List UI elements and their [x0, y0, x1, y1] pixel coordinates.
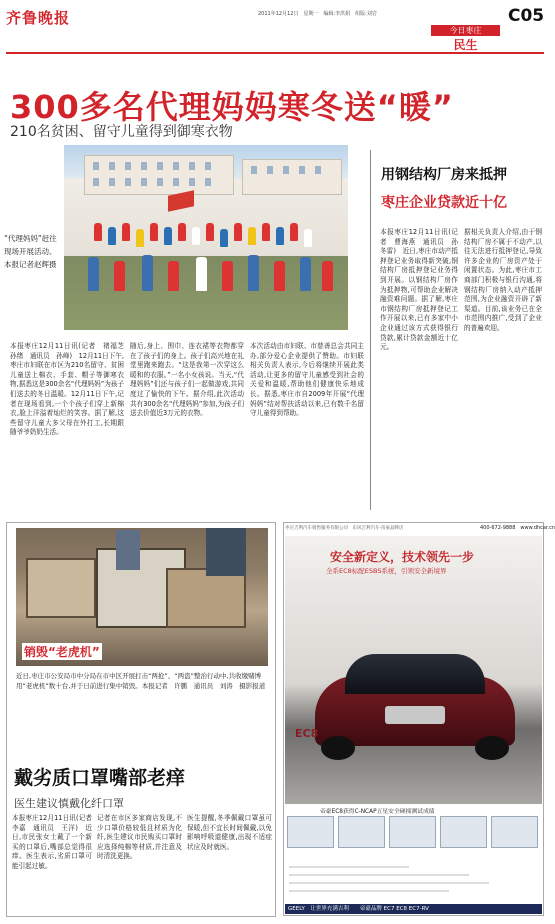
- ad-model-name: EC8: [295, 727, 319, 740]
- column-divider: [370, 150, 371, 510]
- ad-slogan: 安全新定义，技术领先一步: [330, 550, 475, 564]
- story3-column-3: 医生提醒,冬季佩戴口罩虽可保暖,但不宜长时间佩戴,以免影响呼吸道健康,出现不适症状应及时就医。: [187, 814, 272, 851]
- section-label: 今日枣庄: [431, 25, 500, 36]
- ad-phone: 400-672-9888 www.dhcar.cn: [480, 525, 555, 531]
- ad-tagline: 帝豪EC8获得C-NCAP五星安全碰撞测试成绩: [320, 809, 435, 815]
- page-code: C05: [508, 6, 545, 26]
- section-name: 民生: [453, 38, 478, 52]
- ad-top-line: 枣庄吉利汽车销售服务有限公司 东风吉利汽车·帝豪品牌店: [285, 526, 404, 531]
- ad-feature-1: [287, 816, 334, 848]
- story1-column-2: 随后,身上、围巾、连衣裙等衣物都穿在了孩子们的身上。孩子们高兴地在礼堂里跑来跑去。“这是我第一次穿这么暖和的衣服。”一名小女孩说。当天,“代理妈妈”们还与孩子们一起做游戏,共同度过了愉快的下午。据介绍,此次活动共有300余名“代理妈妈”参加,为孩子们送去价值近3万元的衣物。: [130, 342, 244, 418]
- ad-slogan-sub: 全系EC8标配ESBS系统，引领安全新境界: [326, 567, 447, 575]
- car-grille: [385, 706, 445, 724]
- main-subheadline: 210名贫困、留守儿童得到御寒衣物: [10, 124, 233, 140]
- story3-subheadline: 医生建议慎戴化纤口罩: [14, 797, 124, 810]
- car-wheel-right: [475, 736, 509, 760]
- ad-footer: GEELY 让世界充满吉利 帝豪品牌 EC7 EC8 EC7-RV: [285, 904, 542, 914]
- ad-feature-4: [440, 816, 487, 848]
- story1-column-3: 本次活动由市妇联、市慈善总会共同主办,部分爱心企业提供了赞助。市妇联相关负责人表示,今后将继续开展此类活动,让更多的留守儿童感受到社会的关爱和温暖,帮助他们健康快乐地成长。据悉,枣庄市自2009年开展“代理妈妈”结对帮扶活动以来,已有数千名留守儿童得到帮助。: [250, 342, 364, 418]
- photo2-caption: 销毁“老虎机”: [24, 645, 100, 659]
- story3-column-1: 本报枣庄12月11日讯(记者 李嘉 通讯员 王洋) 近日,市民张女士戴了一个新买的口罩后,嘴部总觉得很痒。医生表示,劣质口罩可能引起过敏。: [12, 814, 99, 870]
- story2-column-1: 本报枣庄12月11日讯(记者 曹海燕 通讯员 孙冬雷) 近日,枣庄市动产抵押登记业务取得新突破,钢结构厂房抵押登记业务得到开展。以钢结构厂房作为抵押物,可帮助企业解决融资难问题。据了解,枣庄市钢结构厂房抵押登记工作开展以来,已有多家中小企业通过该方式获得银行贷款,累计贷款金额近十亿元。: [380, 228, 458, 352]
- school-building-right: [242, 159, 342, 195]
- story3-headline: 戴劣质口罩嘴部老痒: [14, 767, 186, 789]
- masthead-logo: 齐鲁晚报: [6, 9, 71, 27]
- ad-feature-2: [338, 816, 385, 848]
- ad-feature-5: [491, 816, 538, 848]
- event-photo: [64, 145, 348, 330]
- ad-feature-3: [389, 816, 436, 848]
- story3-column-2: 记者在市区多家商店发现,不少口罩价格较低且材质为化纤,医生建议市民购买口罩时应选择纯棉等材质,并注意及时清洗更换。: [97, 814, 182, 861]
- photo-caption: “代理妈妈”赶往现场开展活动。本报记者赵辉摄: [4, 234, 57, 269]
- photo2-body: 近日,枣庄市公安局市中分局在市中区开展打击“两抢”、“两盗”整治行动中,共收缴赌博用“老虎机”数十台,并于日前进行集中销毁。本报记者 许鹏 通讯员 刘涛 摄影报道: [16, 672, 266, 690]
- main-headline: 300多名代理妈妈寒冬送“暖”: [10, 88, 454, 126]
- story2-headline-2: 枣庄企业贷款近十亿: [381, 195, 507, 211]
- story2-headline: 用钢结构厂房来抵押: [381, 167, 507, 183]
- car-windshield: [345, 654, 485, 694]
- header-rule: [6, 52, 544, 54]
- school-building: [84, 155, 234, 195]
- story1-column-1: 本报枣庄12月11日讯(记者 褚福芝 孙绪 通讯员 孙峰) 12月11日下午,枣庄市妇联在市区为210名留守、贫困儿童送上棉衣、手套、帽子等御寒衣物,据悉这是300余名“代理妈妈”为孩子们送去的冬日温暖。12月11日下午,记者在现场看到,一个个孩子们穿上新棉衣,脸上洋溢着灿烂的笑容。据了解,这些留守儿童大多父母在外打工,长期跟随爷爷奶奶生活。: [10, 342, 131, 437]
- ad-visual: [285, 536, 542, 804]
- header-date-line: 2011年12月12日 星期一 编辑:李洪娟 组版:刘岩: [258, 11, 377, 17]
- car-wheel-left: [321, 736, 355, 760]
- story2-column-2: 据相关负责人介绍,由于钢结构厂房不属于不动产,以往无法进行抵押登记,导致许多企业的厂房资产处于闲置状态。为此,枣庄市工商部门积极与银行沟通,将钢结构厂房纳入动产抵押范围,为企业融资开辟了新渠道。目前,该业务已在全市范围内推广,受到了企业的普遍欢迎。: [464, 228, 542, 332]
